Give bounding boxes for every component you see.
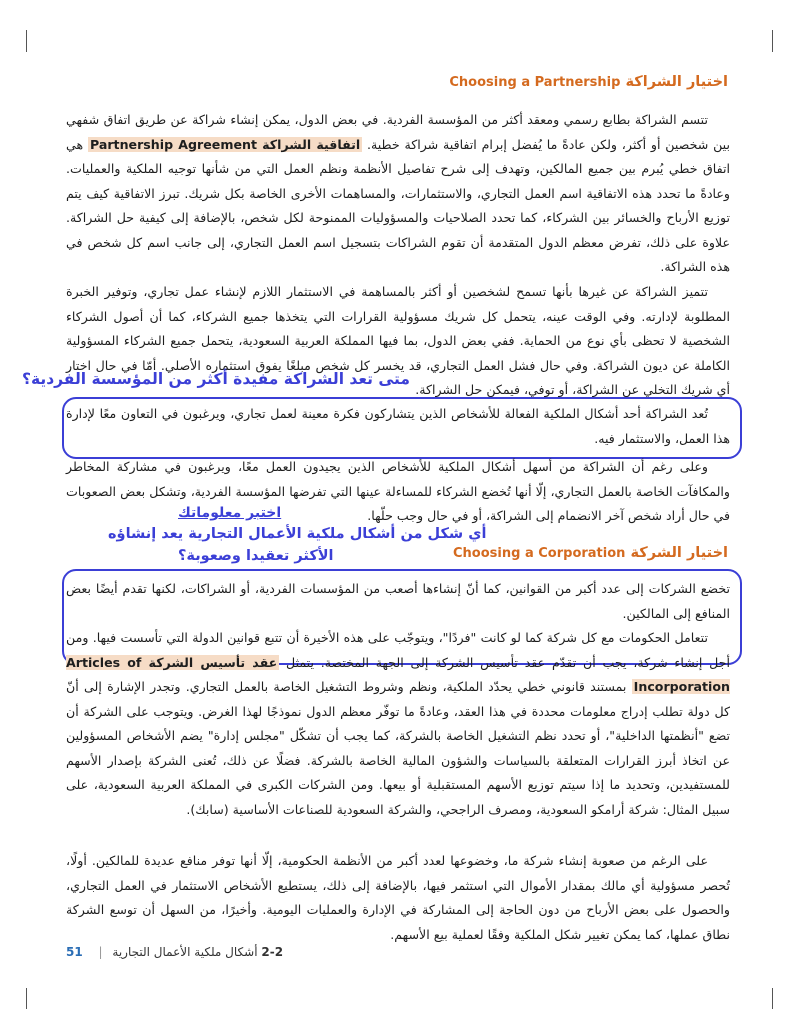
- paragraph-text: تتعامل الحكومات مع كل شركة كما لو كانت "فردًا"، ويتوجّب على هذه الأخيرة أن تتبع قوانين الدولة التي تأسست فيها. ومن أجل إنشاء شركة، يجب أن تقدّم عقد تأسيس الشركة إلى الجهة المختصة. يتمثل: [66, 630, 730, 670]
- page-number: 51: [66, 945, 83, 959]
- paragraph-text: هي اتفاق خطي يُبرم بين جميع المالكين، وتهدف إلى شرح تفاصيل الأنظمة ونظم العمل التي من شأنها توجيه الملكية والعمليات. وعادةً ما تحدد هذه الاتفاقية اسم العمل التجاري، والاستثمارات، والمساهمات الأخرى الخاصة بكل شريك. تبرز الاتفاقية كيف يتم توزيع الأرباح والخسائر بين الشركاء، كما تحدد الصلاحيات والمسؤوليات الممنوحة لكل شخص، بالإضافة إلى كيفية حل الشراكة. علاوة على ذلك، تفرض معظم الدول المتقدمة أن تقوم الشراكات بتسجيل اسم العمل التجاري، إلى جانب اسم كل شخص في هذه الشراكة.: [66, 136, 730, 274]
- footer-title: أشكال ملكية الأعمال التجارية: [112, 945, 258, 959]
- footer-separator: |: [98, 945, 103, 959]
- paragraph: [66, 626, 730, 822]
- paragraph: [66, 455, 730, 529]
- section-heading-corporation: [453, 545, 728, 561]
- heading-arabic: اختيار الشركة: [630, 545, 728, 561]
- crop-mark: [26, 30, 27, 52]
- crop-mark: [26, 988, 27, 1009]
- paragraph-text: بمستند قانوني خطي يحدّد الملكية، ونظم وشروط التشغيل الخاصة بالعمل التجاري. وتجدر الإشارة إلى أنّ كل دولة تطلب إدراج معلومات محددة في هذا العقد، وعادةً ما توفّر معظم الدول نموذجًا لهذا الغرض. ويتوجب على الشركة أن تضع "أنظمتها الداخلية"، أو تحدد نظم التشغيل الخاصة بالشركة، كما يجب أن تشكّل "مجلس إدارة" يضم الأشخاص المسؤولين عن اتخاذ أبرز القرارات المتعلقة بالسياسات والشؤون المالية الخاصة بالشركة. فضلًا عن ذلك، تُعنى الشركة بإصدار الأسهم للمستفيدين، وتحديد ما إذا سيتم توزيع الأسهم المستقبلية أو بيعها. ومن الشركات الكبرى في المملكة العربية السعودية، على سبيل المثال: شركة أرامكو السعودية، ومصرف الراجحي، والشركة السعودية للصناعات الأساسية (سابك).: [66, 679, 730, 817]
- paragraph-text: تُعد الشراكة أحد أشكال الملكية الفعالة للأشخاص الذين يتشاركون فكرة معينة لعمل تجاري، ويرغبون في التعاون معًا لإدارة هذا العمل، والاستثمار فيه.: [66, 406, 730, 446]
- crop-mark: [772, 988, 773, 1009]
- paragraph-text: وعلى رغم أن الشراكة من أسهل أشكال الملكية للأشخاص الذين يجيدون العمل معًا، ويرغبون في مشاركة المخاطر والمكافآت الخاصة بالعمل التجاري، إلّا أنها تُخضع الشركاء للمساءلة عينها التي تفرضها المؤسسة الفردية، وتشكل بعض الصعوبات في حال أراد شخص آخر الانضمام إلى الشراكة، أو في حال وجب حلّها.: [66, 459, 730, 523]
- annotation-question: أي شكل من أشكال ملكية الأعمال التجارية يعد إنشاؤه: [108, 526, 487, 542]
- page-footer: [66, 945, 283, 959]
- keyword-partnership-agreement: اتفاقية الشراكة Partnership Agreement: [89, 136, 361, 152]
- crop-mark: [772, 30, 773, 52]
- paragraph-text: تتسم الشراكة بطابع رسمي ومعقد أكثر من المؤسسة الفردية. في بعض الدول، يمكن إنشاء شراكة عن طريق اتفاق شفهي بين شخصين أو أكثر، ولكن عادةً ما يُفضل إبرام اتفاقية شراكة خطية.: [66, 112, 730, 152]
- paragraph: [66, 577, 730, 626]
- paragraph: [66, 402, 730, 451]
- footer-section: 2-2: [261, 945, 284, 959]
- paragraph-text: تخضع الشركات إلى عدد أكبر من القوانين، كما أنّ إنشاءها أصعب من المؤسسات الفردية، أو الشراكات، لكنها تقدم أيضًا بعض المنافع إلى المالكين.: [66, 581, 730, 621]
- heading-english: Choosing a Partnership: [449, 75, 621, 90]
- paragraph-text: تتميز الشراكة عن غيرها بأنها تسمح لشخصين أو أكثر بالمساهمة في الاستثمار اللازم لإنشاء عمل تجاري، وتوفير الخبرة المطلوبة لإدارته. وفي الوقت عينه، يتحمل كل شريك مسؤولية القرارات التي يتخذها جميع الشركاء، كما أن أصول الشركاء الشخصية لا تحظى بأي نوع من الحماية. ففي بعض الدول، بما فيها المملكة العربية السعودية، يتحمل جميع الشركاء المسؤولية الكاملة عن ديون الشراكة. وفي حال فشل العمل التجاري، قد يخسر كل شخص مبلغًا يفوق استثماره الأصلي. أمّا في حال اختار أي شريك التخلي عن الشراكة، أو توفي، فيمكن حل الشراكة.: [66, 284, 730, 397]
- annotation-question: الأكثر تعقيدا وصعوبة؟: [178, 548, 334, 564]
- paragraph: [66, 849, 730, 947]
- annotation-question: متى تعد الشراكة مفيدة أكثر من المؤسسة الفردية؟: [22, 370, 410, 388]
- heading-arabic: اختيار الشراكة: [625, 74, 728, 90]
- heading-english: Choosing a Corporation: [453, 546, 626, 561]
- paragraph: [66, 108, 730, 280]
- annotation-test-knowledge: اختبر معلوماتك: [178, 505, 282, 521]
- paragraph-text: على الرغم من صعوبة إنشاء شركة ما، وخضوعها لعدد أكبر من الأنظمة الحكومية، إلّا أنها توفر منافع عديدة للمالكين. أولًا، تُحصر مسؤولية أي مالك بمقدار الأموال التي استثمر فيها، بالإضافة إلى ذلك، يستطيع الأشخاص الاستثمار في العمل التجاري، والحصول على بعض الأرباح من دون الحاجة إلى المشاركة في الإدارة والعمليات اليومية. وأخيرًا، من السهل أن توسع الشركة نطاق عملها، كما يمكن تغيير شكل الملكية وفقًا لعملية بيع الأسهم.: [66, 853, 730, 942]
- keyword-articles-of-incorporation: عقد تأسيس الشركة Articles of Incorporation: [66, 654, 730, 694]
- section-heading-partnership: [449, 74, 728, 90]
